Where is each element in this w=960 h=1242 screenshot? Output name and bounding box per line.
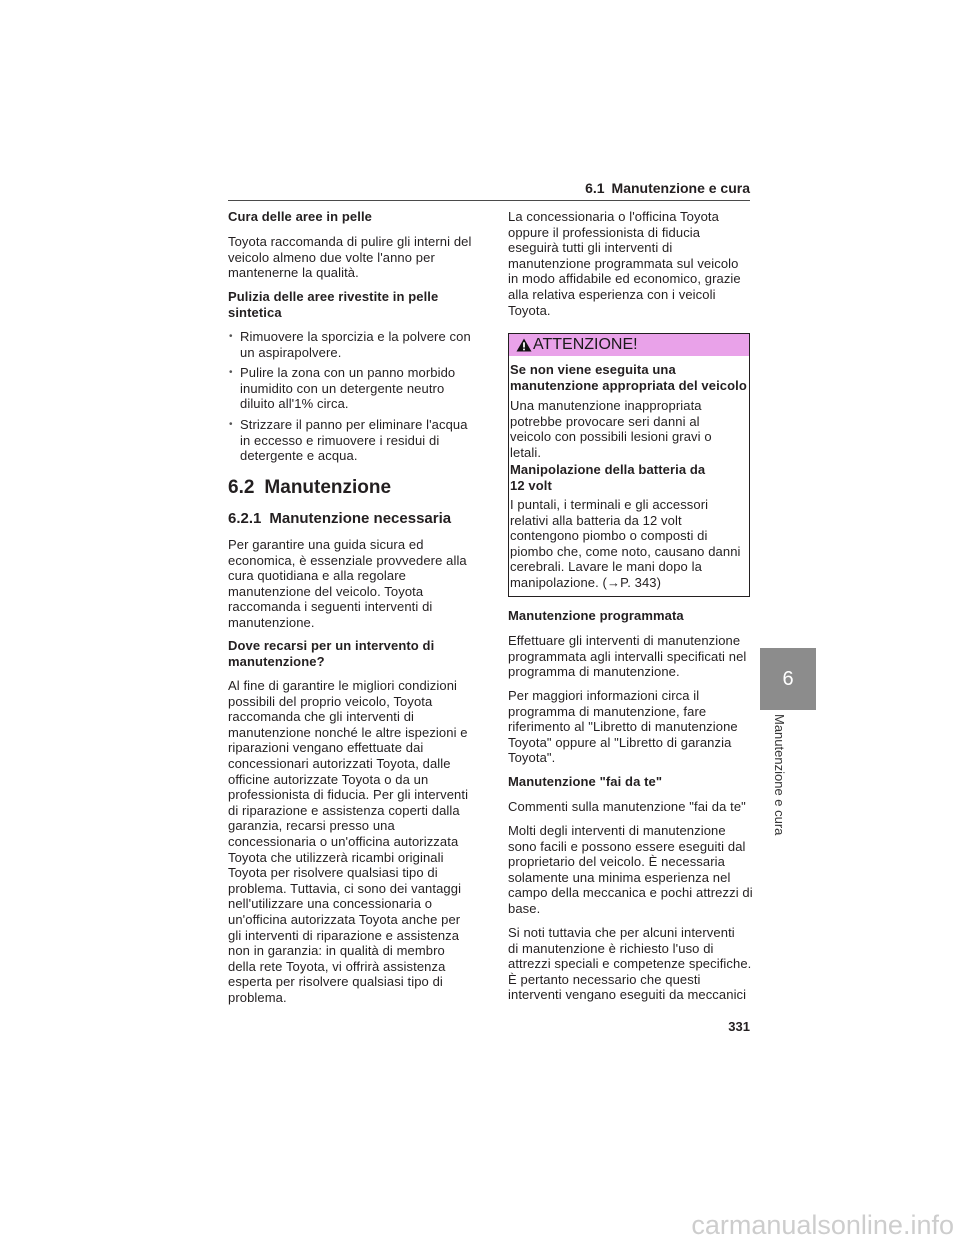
- header-section-number: 6.1: [585, 180, 605, 196]
- where-to-go-text: Al fine di garantire le migliori condizioni possibili del proprio veicolo, Toyota raccomanda che gli interventi di manutenzione nonché le altre ispezioni e riparazioni vengano effettuate dai concessionari autorizzati Toyota, dalle officine autorizzate Toyota o da un professionista di fiducia. Per gli interventi di riparazione e assistenza coperti dalla garanzia, recarsi presso una concessionaria o un'officina autorizzata Toyota che utilizzerà ricambi originali Toyota per risolvere qualsiasi tipo di problema. Tuttavia, ci sono dei vantaggi nell'utilizzare una concessionaria o un'officina autorizzata Toyota anche per gli interventi di riparazione e assistenza non in garanzia: in qualità di membro della rete Toyota, vi offrirà assistenza esperta per risolvere qualsiasi tipo di problema.: [228, 678, 469, 1005]
- subsection-heading-title: Manutenzione necessaria: [269, 510, 452, 527]
- diy-maintenance-note: Si noti tuttavia che per alcuni interventi di manutenzione è richiesto l'uso di attrezzi speciali e competenze specifiche. È pertanto necessario che questi interventi vengano eseguiti da meccanici: [508, 925, 752, 1003]
- page-header: [585, 179, 750, 197]
- scheduled-maintenance-title: Manutenzione programmata: [508, 608, 684, 623]
- warning-header: [509, 334, 749, 356]
- leather-care-text: Toyota raccomanda di pulire gli interni del veicolo almeno due volte l'anno per mantenerne la qualità.: [228, 234, 472, 281]
- battery-warning-text-end: ): [656, 574, 662, 590]
- synthetic-leather-title: Pulizia delle aree rivestite in pelle sintetica: [228, 289, 439, 320]
- warning-item-text: Una manutenzione inappropriata potrebbe provocare seri danni al veicolo con possibili lesioni gravi o letali.: [510, 398, 712, 460]
- section-heading-number: 6.2: [228, 477, 255, 498]
- header-section-title: Manutenzione e cura: [611, 180, 750, 196]
- list-item: • Pulire la zona con un panno morbido inumidito con un detergente neutro diluito all'1% circa.: [229, 365, 455, 412]
- warning-item-title: Manipolazione della batteria da 12 volt: [510, 462, 706, 493]
- diy-maintenance-text: Molti degli interventi di manutenzione sono facili e possono essere eseguiti dal proprietario del veicolo. È necessaria solamente una minima esperienza nel campo della meccanica e pochi attrezzi di base.: [508, 823, 753, 916]
- section-heading-title: Manutenzione: [264, 477, 392, 498]
- subsection-heading: [228, 509, 451, 529]
- diy-maintenance-title: Manutenzione "fai da te": [508, 774, 663, 789]
- chapter-tab-title: Manutenzione e cura: [772, 714, 787, 836]
- warning-label: ATTENZIONE!: [533, 336, 638, 353]
- chapter-tab-number: 6: [782, 668, 794, 690]
- page-number: 331: [728, 1019, 750, 1034]
- list-item: • Strizzare il panno per eliminare l'acqua in eccesso e rimuovere i residui di detergente e acqua.: [229, 417, 468, 464]
- chapter-tab[interactable]: [760, 648, 816, 710]
- watermark: carmanualsonline.info: [691, 1210, 954, 1240]
- leather-care-title: Cura delle aree in pelle: [228, 209, 373, 224]
- maintenance-info-text: Per maggiori informazioni circa il programma di manutenzione, fare riferimento al "Libretto di manutenzione Toyota" oppure al "Libretto di garanzia Toyota".: [508, 688, 738, 766]
- subsection-heading-number: 6.2.1: [228, 510, 262, 527]
- list-item: • Rimuovere la sporcizia e la polvere con un aspirapolvere.: [229, 329, 471, 360]
- warning-item-text: [510, 497, 741, 591]
- diy-maintenance-subtitle: Commenti sulla manutenzione "fai da te": [508, 799, 746, 814]
- page-reference-link[interactable]: →P. 343: [607, 574, 657, 590]
- scheduled-maintenance-text: Effettuare gli interventi di manutenzione programmata agli intervalli specificati nel programma di manutenzione.: [508, 633, 747, 680]
- warning-triangle-icon: [516, 338, 532, 352]
- battery-warning-text: I puntali, i terminali e gli accessori relativi alla batteria da 12 volt contengono piombo o composti di piombo che, come noto, causano danni cerebrali. Lavare le mani dopo la manipolazione. (: [510, 497, 741, 590]
- where-to-go-title: Dove recarsi per un intervento di manutenzione?: [228, 638, 435, 669]
- section-heading: [228, 476, 391, 500]
- dealer-text: La concessionaria o l'officina Toyota oppure il professionista di fiducia eseguirà tutti gli interventi di manutenzione programmata sul veicolo in modo affidabile ed economico, grazie alla relativa esperienza con i veicoli Toyota.: [508, 209, 741, 318]
- warning-box: [508, 333, 750, 597]
- warning-item-title: Se non viene eseguita una manutenzione appropriata del veicolo: [510, 362, 747, 393]
- header-divider: [228, 200, 750, 201]
- maintenance-intro-text: Per garantire una guida sicura ed economica, è essenziale provvedere alla cura quotidiana e alla regolare manutenzione del veicolo. Toyota raccomanda i seguenti interventi di manutenzione.: [228, 537, 467, 630]
